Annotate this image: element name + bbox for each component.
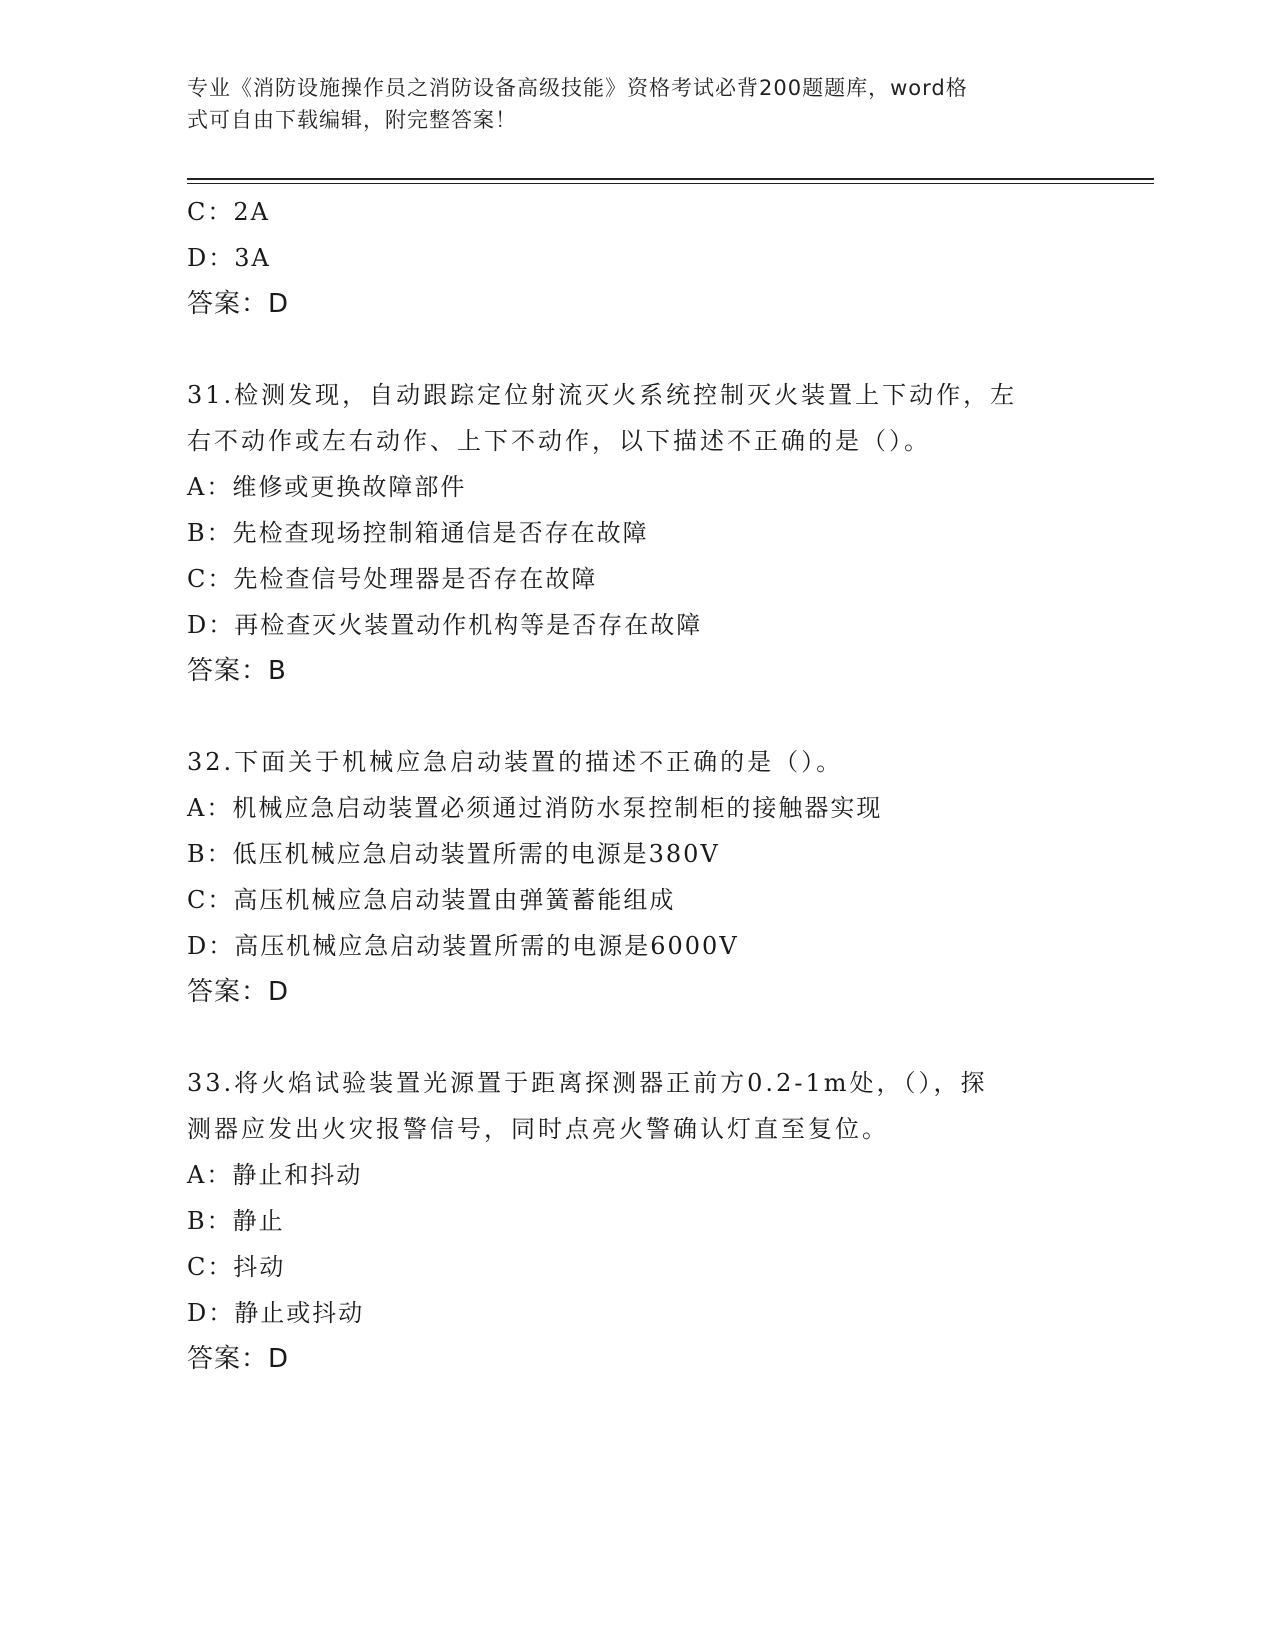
question-33: [187, 1060, 1087, 1382]
option-d: D：3A: [187, 244, 271, 272]
question-31: [187, 372, 1087, 694]
spacer: [187, 694, 1087, 739]
answer-line: 答案：B: [187, 656, 287, 686]
option-d: D：高压机械应急启动装置所需的电源是6000V: [187, 932, 739, 960]
spacer: [187, 327, 1087, 372]
option-c: C：2A: [187, 198, 270, 226]
answer-line: 答案：D: [187, 289, 290, 319]
question-stem-line: 右不动作或左右动作、上下不动作，以下描述不正确的是（）。: [187, 427, 931, 455]
header-line-2: 式可自由下载编辑，附完整答案！: [187, 108, 517, 132]
option-c: C：先检查信号处理器是否存在故障: [187, 565, 598, 593]
option-a: A：静止和抖动: [187, 1161, 363, 1189]
option-b: B：静止: [187, 1207, 285, 1235]
question-stem-line: 测器应发出火灾报警信号，同时点亮火警确认灯直至复位。: [187, 1115, 889, 1143]
document-header: [187, 72, 1067, 136]
header-divider-thick: [187, 178, 1154, 180]
option-b: B：低压机械应急启动装置所需的电源是380V: [187, 840, 720, 868]
answer-line: 答案：D: [187, 977, 290, 1007]
question-stem-line: 32.下面关于机械应急启动装置的描述不正确的是（）。: [187, 748, 844, 776]
header-divider-thin: [187, 183, 1154, 184]
option-d: D：静止或抖动: [187, 1299, 365, 1327]
question-stem-line: 31.检测发现，自动跟踪定位射流灭火系统控制灭火装置上下动作，左: [187, 381, 1018, 409]
answer-line: 答案：D: [187, 1344, 290, 1374]
spacer: [187, 1015, 1087, 1060]
question-stem-line: 33.将火焰试验装置光源置于距离探测器正前方0.2-1m处，（），探: [187, 1069, 988, 1097]
option-b: B：先检查现场控制箱通信是否存在故障: [187, 519, 649, 547]
option-a: A：机械应急启动装置必须通过消防水泵控制柜的接触器实现: [187, 794, 883, 822]
option-c: C：抖动: [187, 1253, 286, 1281]
document-body: [187, 189, 1087, 1382]
option-d: D：再检查灭火装置动作机构等是否存在故障: [187, 611, 703, 639]
option-a: A：维修或更换故障部件: [187, 473, 467, 501]
header-line-1: 专业《消防设施操作员之消防设备高级技能》资格考试必背200题题库，word格: [187, 76, 968, 100]
question-32: [187, 739, 1087, 1015]
option-c: C：高压机械应急启动装置由弹簧蓄能组成: [187, 886, 676, 914]
previous-question-tail: [187, 189, 1087, 327]
